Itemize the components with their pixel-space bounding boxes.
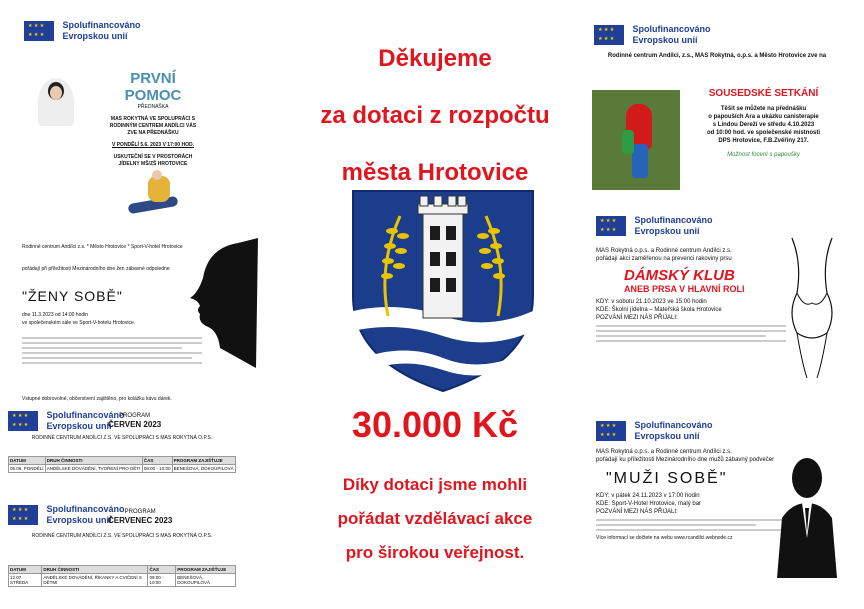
thanks-line-3: města Hrotovice xyxy=(341,159,529,186)
flyer-men xyxy=(592,418,844,604)
eu-flag-icon xyxy=(596,216,626,236)
center-panel xyxy=(270,0,600,609)
program-table-june xyxy=(8,456,236,473)
program-table-july xyxy=(8,565,236,587)
birds-text-4: od 10:00 hod. ve společenské místnosti xyxy=(706,130,821,136)
men-where: KDE: Sport-V-Hotel Hrotovice, malý bar xyxy=(596,501,702,507)
program-month-1: ČERVEN 2023 xyxy=(108,420,162,429)
eu-label-2: Evropskou unií xyxy=(62,31,128,41)
women-body-text xyxy=(22,334,202,367)
eu-flag-icon xyxy=(8,411,38,431)
club-when: KDY: v sobotu 21.10.2023 ve 15:00 hodin xyxy=(596,299,707,305)
club-org: MAS Rokytná o.p.s. a Rodinné centrum Andílci z.s. xyxy=(596,248,732,254)
eu-flag-icon xyxy=(24,21,54,41)
first-aid-title-1: PRVNÍ xyxy=(130,70,176,87)
col-host: PROGRAM ZAJIŠŤUJE xyxy=(176,566,236,574)
club-title: DÁMSKÝ KLUB xyxy=(624,267,735,284)
program-label-2: PROGRAM xyxy=(124,509,156,515)
eu-label-2: Evropskou unií xyxy=(46,515,112,525)
men-intro: pořádají ku příležitosti Mezinárodního dne mužů zábavný podvečer xyxy=(596,457,775,463)
info-line-2: pořádat vzdělávací akce xyxy=(337,509,533,528)
eu-flag-icon xyxy=(596,421,626,441)
portrait-avatar xyxy=(38,78,74,126)
program-month-2: ČERVENEC 2023 xyxy=(108,516,173,525)
eu-label-1: Spolufinancováno xyxy=(46,410,125,420)
birds-text-2: o papouších Ara a ukázku canisterapie xyxy=(708,114,819,120)
col-date: DATUM xyxy=(9,566,42,574)
info-line-1: Díky dotaci jsme mohli xyxy=(342,475,528,494)
club-invited: POZVÁNÍ MEZI NÁS PŘIJALI: xyxy=(596,315,678,321)
man-in-suit-icon xyxy=(772,448,842,578)
hrotovice-coat-of-arms xyxy=(348,186,538,396)
flyer-women xyxy=(20,238,258,410)
col-date: DATUM xyxy=(9,457,46,465)
info-line-3: pro širokou veřejnost. xyxy=(345,543,525,562)
birds-note: Možnost focení s papoušky xyxy=(727,152,800,158)
women-place: ve společenském sále ve Sport-V-hotelu Hrotovice. xyxy=(22,320,136,326)
birds-org: Rodinné centrum Andílci, z.s., MAS Rokytná, o.p.s. a Město Hrotovice zve na xyxy=(607,53,827,59)
eu-label-2: Evropskou unií xyxy=(632,35,698,45)
eu-label-1: Spolufinancováno xyxy=(634,215,713,225)
col-time: ČAS xyxy=(148,566,176,574)
thanks-line-2: za dotaci z rozpočtu xyxy=(320,102,550,129)
table-row: 05.06. PONDĚLÍ ANDĚLSKÉ DOVÁDĚNÍ, TVOŘENÍ PRO DĚTI 08:00 - 10:00 BENEŠOVÁ, DOKOUPILOVÁ xyxy=(10,466,234,471)
table-row: 12.07. STŘEDA ANDĚLSKÉ DOVÁDĚNÍ, ŘÍKANKY A CVIČENÍ S DĚTMI 08:00 - 10:00 BENEŠOVÁ, DOKOUPILOVÁ xyxy=(9,574,236,587)
first-aid-place: USKUTEČNÍ SE V PROSTORÁCH JÍDELNY MŠ/ZŠ HROTOVICE xyxy=(113,154,193,167)
eu-label-1: Spolufinancováno xyxy=(62,20,141,30)
eu-label-2: Evropskou unií xyxy=(634,226,700,236)
program-label-1: PROGRAM xyxy=(119,413,151,419)
eu-label-1: Spolufinancováno xyxy=(632,24,711,34)
club-body-text xyxy=(596,325,786,342)
program-org-1: RODINNÉ CENTRUM ANDÍLCI Z.S. VE SPOLUPRÁCI S MAS ROKYTNÁ O.P.S. xyxy=(31,435,213,441)
col-time: ČAS xyxy=(142,457,172,465)
flyer-ladies-club xyxy=(592,213,844,411)
eu-label-2: Evropskou unií xyxy=(634,431,700,441)
program-org-2: RODINNÉ CENTRUM ANDÍLCI Z.S. VE SPOLUPRÁCI S MAS ROKYTNÁ O.P.S. xyxy=(31,533,213,539)
flyer-neighbour-meeting xyxy=(590,18,844,196)
women-org: Rodinné centrum Andílci z.s. * Město Hrotovice * Sport-V-hotel Hrotovice xyxy=(22,244,183,250)
parrot-photo xyxy=(592,90,680,190)
men-body-text xyxy=(596,519,786,531)
club-subtitle: ANEB PRSA V HLAVNÍ ROLI xyxy=(624,284,745,294)
female-figure-icon xyxy=(782,233,842,383)
eu-label-1: Spolufinancováno xyxy=(634,420,713,430)
grant-amount: 30.000 Kč xyxy=(351,404,519,445)
men-title: "MUŽI SOBĚ" xyxy=(606,470,728,487)
col-activity: DRUH ČINNOSTI xyxy=(42,566,148,574)
women-footer: Vstupné dobrovolné, občerstvení zajištěno, pro kolážku kávu dárek. xyxy=(22,396,172,402)
birds-text-3: s Lindou Dereží ve středu 4.10.2023 xyxy=(712,122,815,128)
flyer-program xyxy=(8,410,236,606)
col-host: PROGRAM ZAJIŠŤUJE xyxy=(172,457,235,465)
birds-text-1: Těšit se můžete na přednášku xyxy=(720,106,807,112)
eu-flag-icon xyxy=(594,25,624,45)
first-aid-subtitle: PŘEDNÁŠKA xyxy=(137,104,169,110)
first-aid-date: V PONDĚLÍ 5.6. 2023 V 17:00 HOD. xyxy=(112,142,194,148)
birds-text-5: DPS Hrotovice, F.B.Zvěřiny 217. xyxy=(718,138,809,144)
men-org: MAS Rokytná o.p.s. a Rodinné centrum Andílci z.s. xyxy=(596,449,732,455)
men-invited: POZVÁNÍ MEZI NÁS PŘIJALI: xyxy=(596,509,678,515)
birds-title: SOUSEDSKÉ SETKÁNÍ xyxy=(708,88,819,99)
thanks-line-1: Děkujeme xyxy=(378,45,492,72)
first-aid-org: MAS ROKYTNÁ VE SPOLUPRÁCI S RODINNÝM CENTREM ANDÍLCI VÁS ZVE NA PŘEDNÁŠKU xyxy=(109,116,197,136)
women-date: dne 11.3.2023 od 14:00 hodin xyxy=(22,312,89,318)
women-title: "ŽENY SOBĚ" xyxy=(22,288,123,304)
men-web: Více informací se dočtete na webu www.rcandilci.webnode.cz xyxy=(596,535,733,541)
club-intro: pořádají akci zaměřenou na prevenci rakoviny prsu xyxy=(596,256,732,262)
eu-flag-icon xyxy=(8,505,38,525)
women-intro: pořádají při příležitosti Mezinárodního dne žen zábavné odpoledne xyxy=(22,266,170,272)
woman-silhouette-icon xyxy=(178,238,258,368)
col-activity: DRUH ČINNOSTI xyxy=(45,457,142,465)
men-when: KDY: v pátek 24.11.2023 v 17:00 hodin xyxy=(596,493,700,499)
eu-label-2: Evropskou unií xyxy=(46,421,112,431)
flyer-first-aid xyxy=(20,18,235,233)
club-where: KDE: Školní jídelna – Mateřská škola Hrotovice xyxy=(596,307,722,313)
first-aid-illustration xyxy=(118,170,198,220)
eu-label-1: Spolufinancováno xyxy=(46,504,125,514)
first-aid-title-2: POMOC xyxy=(124,87,182,104)
